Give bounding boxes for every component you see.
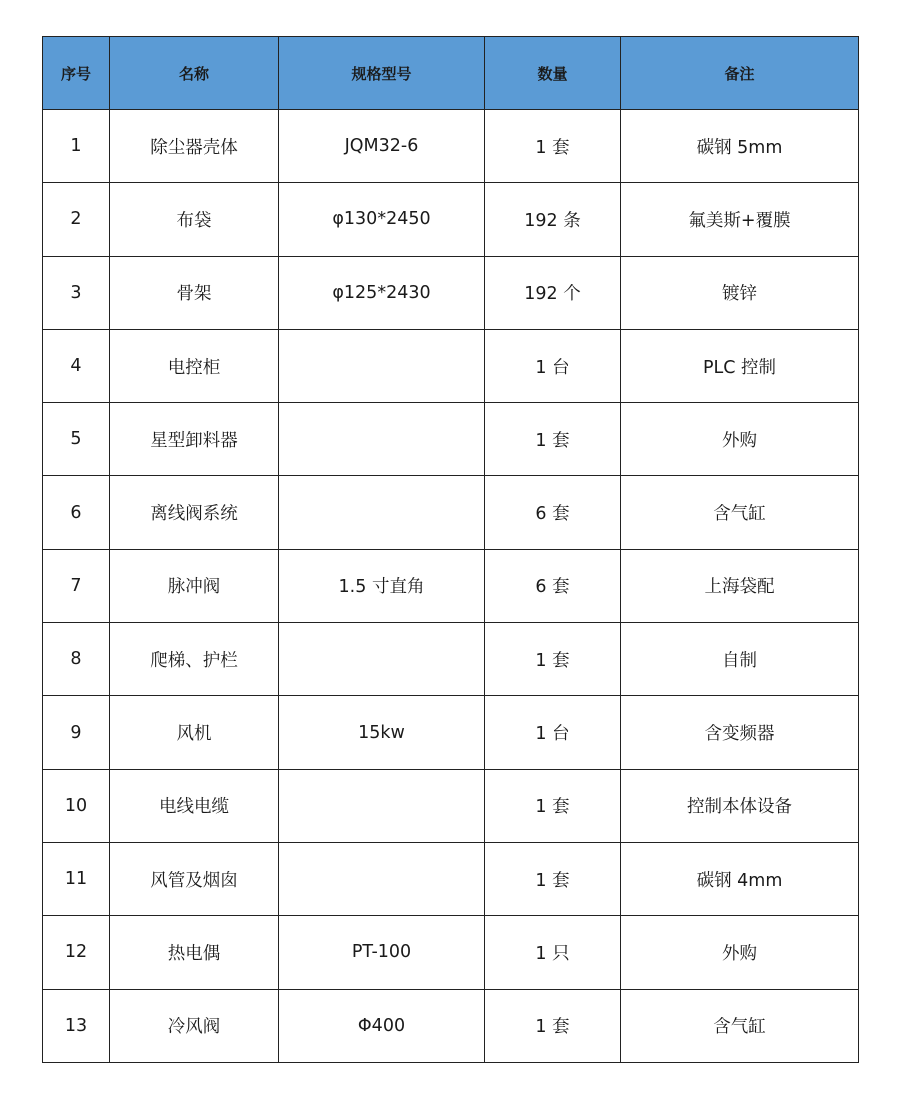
cell-quantity: 1 套 <box>485 403 621 476</box>
cell-spec: φ130*2450 <box>279 183 485 256</box>
cell-seq: 6 <box>43 476 110 549</box>
header-quantity: 数量 <box>485 37 621 110</box>
cell-spec: 1.5 寸直角 <box>279 549 485 622</box>
cell-name: 冷风阀 <box>110 989 279 1062</box>
cell-quantity: 1 套 <box>485 623 621 696</box>
cell-name: 星型卸料器 <box>110 403 279 476</box>
table-row <box>43 842 859 915</box>
cell-name: 骨架 <box>110 256 279 329</box>
table-row <box>43 403 859 476</box>
equipment-table <box>42 36 859 1063</box>
cell-quantity: 1 只 <box>485 916 621 989</box>
table-row <box>43 696 859 769</box>
table-body <box>43 110 859 1063</box>
cell-seq: 3 <box>43 256 110 329</box>
cell-quantity: 1 台 <box>485 696 621 769</box>
table-row <box>43 329 859 402</box>
table-row <box>43 916 859 989</box>
cell-name: 电控柜 <box>110 329 279 402</box>
table-row <box>43 256 859 329</box>
cell-seq: 12 <box>43 916 110 989</box>
cell-name: 热电偶 <box>110 916 279 989</box>
cell-seq: 7 <box>43 549 110 622</box>
cell-spec <box>279 329 485 402</box>
cell-name: 爬梯、护栏 <box>110 623 279 696</box>
table-row <box>43 549 859 622</box>
cell-remark: 氟美斯+覆膜 <box>621 183 859 256</box>
cell-quantity: 1 套 <box>485 110 621 183</box>
table-row <box>43 110 859 183</box>
cell-remark: 上海袋配 <box>621 549 859 622</box>
cell-remark: 含变频器 <box>621 696 859 769</box>
cell-seq: 11 <box>43 842 110 915</box>
cell-remark: 碳钢 4mm <box>621 842 859 915</box>
cell-seq: 5 <box>43 403 110 476</box>
cell-seq: 10 <box>43 769 110 842</box>
cell-remark: 碳钢 5mm <box>621 110 859 183</box>
cell-quantity: 1 套 <box>485 989 621 1062</box>
table-row <box>43 476 859 549</box>
cell-quantity: 1 台 <box>485 329 621 402</box>
cell-spec: 15kw <box>279 696 485 769</box>
cell-name: 风管及烟囱 <box>110 842 279 915</box>
header-name: 名称 <box>110 37 279 110</box>
cell-quantity: 1 套 <box>485 769 621 842</box>
cell-seq: 13 <box>43 989 110 1062</box>
cell-remark: PLC 控制 <box>621 329 859 402</box>
cell-seq: 8 <box>43 623 110 696</box>
cell-seq: 4 <box>43 329 110 402</box>
cell-remark: 含气缸 <box>621 989 859 1062</box>
header-remark: 备注 <box>621 37 859 110</box>
header-row <box>43 37 859 110</box>
cell-quantity: 6 套 <box>485 476 621 549</box>
cell-name: 电线电缆 <box>110 769 279 842</box>
cell-remark: 自制 <box>621 623 859 696</box>
cell-quantity: 6 套 <box>485 549 621 622</box>
header-seq: 序号 <box>43 37 110 110</box>
cell-seq: 2 <box>43 183 110 256</box>
cell-remark: 镀锌 <box>621 256 859 329</box>
cell-name: 除尘器壳体 <box>110 110 279 183</box>
table-row <box>43 989 859 1062</box>
cell-name: 离线阀系统 <box>110 476 279 549</box>
cell-seq: 1 <box>43 110 110 183</box>
cell-remark: 外购 <box>621 403 859 476</box>
cell-name: 风机 <box>110 696 279 769</box>
cell-spec: JQM32-6 <box>279 110 485 183</box>
cell-quantity: 1 套 <box>485 842 621 915</box>
table-row <box>43 183 859 256</box>
cell-quantity: 192 条 <box>485 183 621 256</box>
cell-spec <box>279 623 485 696</box>
cell-seq: 9 <box>43 696 110 769</box>
cell-name: 脉冲阀 <box>110 549 279 622</box>
table-header <box>43 37 859 110</box>
cell-name: 布袋 <box>110 183 279 256</box>
cell-spec <box>279 842 485 915</box>
cell-spec: Φ400 <box>279 989 485 1062</box>
table-row <box>43 769 859 842</box>
cell-spec: φ125*2430 <box>279 256 485 329</box>
table-row <box>43 623 859 696</box>
cell-remark: 控制本体设备 <box>621 769 859 842</box>
cell-spec: PT-100 <box>279 916 485 989</box>
cell-spec <box>279 769 485 842</box>
cell-remark: 含气缸 <box>621 476 859 549</box>
cell-quantity: 192 个 <box>485 256 621 329</box>
cell-spec <box>279 403 485 476</box>
header-spec: 规格型号 <box>279 37 485 110</box>
cell-spec <box>279 476 485 549</box>
cell-remark: 外购 <box>621 916 859 989</box>
